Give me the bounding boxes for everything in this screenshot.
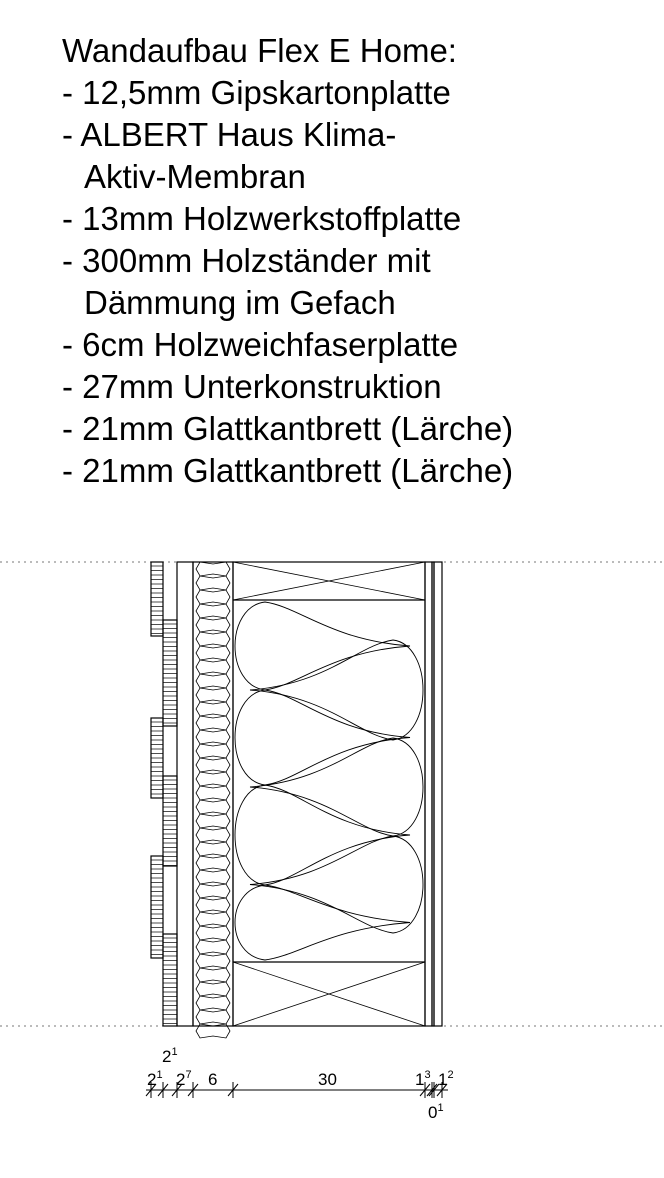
inner-board [163,934,177,1026]
layer-item: - 21mm Glattkantbrett (Lärche) [62,452,514,489]
softboard-cell [196,730,230,744]
dimension-chain [146,1082,448,1098]
softboard-cell [196,814,230,828]
dim-label-osb: $1^3$ [415,1069,431,1089]
layer-list [62,72,662,492]
inner-board [163,776,177,866]
layer-item: - 27mm Unterkonstruktion [62,368,442,405]
insulation-wave [250,640,423,740]
softboard-cell [196,590,230,604]
layer-item: - 12,5mm Gipskartonplatte [62,74,451,111]
softboard-cell [196,744,230,758]
softboard-cell [196,786,230,800]
stud-cavity [233,562,425,1026]
softboard-cell [196,646,230,660]
softboard-cell [196,856,230,870]
insulation-wave [235,602,410,690]
outer-board [151,562,163,636]
osb-board [425,562,432,1026]
insulation-wave [250,738,423,836]
softboard-cell [196,954,230,968]
spec-title: Wandaufbau Flex E Home: [62,32,457,69]
softboard-cell [196,772,230,786]
softboard-cell [196,1010,230,1024]
batten [177,562,193,1026]
layer-item: - 300mm Holzständer mit [62,242,431,279]
layer-item-continuation: Dämmung im Gefach [84,284,396,321]
softboard-cell [196,940,230,954]
wall-layers [151,562,442,1038]
layer-item: - 6cm Holzweichfaserplatte [62,326,459,363]
softboard-cell [196,996,230,1010]
softboard-cell [196,842,230,856]
softboard-cell [196,758,230,772]
dim-label-board-inner: $2^1$ [162,1046,178,1066]
softboard-cell [196,604,230,618]
insulation-wave [235,885,410,960]
wall-section-drawing [0,540,664,1140]
softboard-cell [196,800,230,814]
gypsum-board [434,562,442,1026]
softboard-cell [196,562,230,576]
softboard-cell [196,702,230,716]
layer-item: - ALBERT Haus Klima- [62,116,397,153]
layer-item: - 21mm Glattkantbrett (Lärche) [62,410,514,447]
softboard-cell [196,828,230,842]
softboard-cell [196,674,230,688]
dim-label-softboard: 6 [208,1070,218,1089]
softboard-cell [196,968,230,982]
dim-label-battens: $2^7$ [176,1069,192,1089]
softboard-cell [196,884,230,898]
dim-label-gypsum: $1^2$ [438,1069,454,1089]
wall-spec-text [62,30,662,492]
softboard-cell [196,926,230,940]
softboard-cell [196,898,230,912]
inner-board [163,620,177,726]
insulation-wave [235,785,410,885]
softboard-cell [196,982,230,996]
softboard-cell [196,688,230,702]
softboard-cell [196,618,230,632]
insulation-wave [250,836,423,933]
softboard-cell [196,870,230,884]
dim-label-board-outer: $2^1$ [147,1069,163,1089]
layer-item-continuation: Aktiv-Membran [84,158,306,195]
dim-label-membrane: $0^1$ [428,1102,444,1122]
softboard-cell [196,632,230,646]
softboard-cell [196,716,230,730]
outer-board [151,856,163,958]
softboard-cell [196,660,230,674]
softboard-cell [196,576,230,590]
dim-label-stud: 30 [318,1070,337,1089]
softboard-cell [196,912,230,926]
layer-item: - 13mm Holzwerkstoffplatte [62,200,462,237]
